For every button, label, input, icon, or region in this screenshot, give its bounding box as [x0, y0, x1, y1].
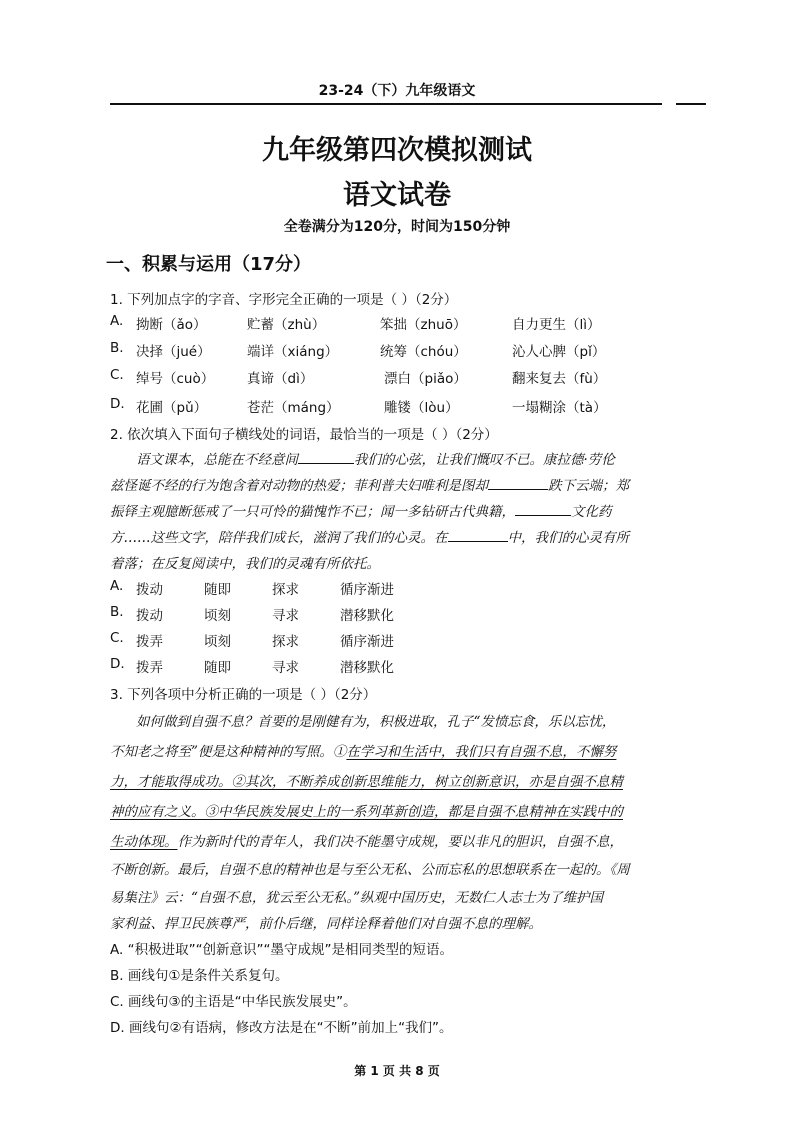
answer-blank	[515, 503, 571, 516]
option-label: B.	[110, 340, 124, 356]
option-item: 绰号（cuò）	[136, 371, 215, 387]
option-item: 顷刻	[204, 608, 231, 624]
option-item: 潜移默化	[340, 660, 394, 676]
option-item: 花圃（pǔ）	[136, 400, 208, 416]
option-item: 沁人心脾（pǐ）	[512, 344, 606, 360]
answer-blank	[488, 477, 548, 490]
q2-passage-line: 方……这些文字，陪伴我们成长，滋润了我们的心灵。在 中，我们的心灵有所	[110, 530, 629, 546]
option-item: 漂白（piǎo）	[384, 371, 467, 387]
option-item: 雕镂（lòu）	[384, 400, 459, 416]
page-number: 第 1 页 共 8 页	[354, 1064, 440, 1078]
q2-passage-line: 语文课本，总能在不经意间 我们的心弦，让我们慨叹不已。康拉德·劳伦	[136, 452, 615, 468]
option-item: 顷刻	[204, 634, 231, 650]
option-label: A.	[110, 313, 124, 329]
option-label: D.	[110, 396, 125, 412]
option-item: 苍茫（máng）	[247, 400, 340, 416]
q2-passage-line: 兹怪诞不经的行为饱含着对动物的热爱；菲利普夫妇唯利是图却 跌下云端；郑	[110, 478, 629, 494]
section-title: 一、积累与运用（17分）	[106, 254, 312, 275]
option-item: 端详（xiáng）	[247, 344, 339, 360]
option-item: 循序渐进	[340, 582, 394, 598]
q3-passage-line: 不知老之将至”便是这种精神的写照。①在学习和生活中，我们只有自强不息，不懈努	[110, 744, 617, 760]
option-item: 随即	[204, 582, 231, 598]
underlined-sentence-3: 神的应有之义。③中华民族发展史上的一系列革新创造，都是自强不息精神在实践中的	[110, 804, 623, 820]
option-item: 探求	[272, 582, 299, 598]
q2-stem: 2. 依次填入下面句子横线处的词语，最恰当的一项是（ ）（2分）	[110, 427, 498, 443]
q1-stem: 1. 下列加点字的字音、字形完全正确的一项是（ ）（2分）	[110, 292, 458, 308]
option-label: C.	[110, 367, 124, 383]
q3-passage-line: 如何做到自强不息？首要的是刚健有为，积极进取，孔子“发愤忘食，乐以忘忧，	[136, 714, 616, 730]
underlined-sentence-2: 力，才能取得成功。②其次，不断养成创新思维能力，树立创新意识，亦是自强不息精	[110, 774, 623, 790]
header-rule	[110, 103, 662, 105]
option-item: 一塌糊涂（tà）	[512, 400, 607, 416]
option-item: 笨拙（zhuō）	[380, 317, 467, 333]
option-label: B.	[110, 604, 124, 620]
option-item: 拨动	[136, 582, 163, 598]
exam-subtitle: 语文试卷	[343, 180, 451, 211]
q3-option-d: D. 画线句②有语病，修改方法是在“不断”前加上“我们”。	[110, 1020, 453, 1036]
q3-passage-line: 易集注》云：“自强不息，犹云至公无私。”纵观中国历史，无数仁人志士为了维护国	[110, 890, 604, 906]
q3-passage-line: 不断创新。最后，自强不息的精神也是与至公无私、公而忘私的思想联系在一起的。《周	[110, 862, 630, 878]
option-item: 统筹（chóu）	[380, 344, 467, 360]
answer-blank	[448, 529, 508, 542]
option-item: 拨弄	[136, 634, 163, 650]
q3-stem: 3. 下列各项中分析正确的一项是（ ）（2分）	[110, 687, 377, 703]
option-item: 拗断（ǎo）	[136, 317, 207, 333]
option-item: 拨动	[136, 608, 163, 624]
exam-title: 九年级第四次模拟测试	[262, 135, 532, 166]
option-label: C.	[110, 630, 124, 646]
option-item: 探求	[272, 634, 299, 650]
option-item: 寻求	[272, 608, 299, 624]
q3-option-c: C. 画线句③的主语是“中华民族发展史”。	[110, 994, 357, 1010]
exam-info: 全卷满分为120分，时间为150分钟	[283, 219, 511, 235]
option-item: 决择（jué）	[136, 344, 211, 360]
option-item: 潜移默化	[340, 608, 394, 624]
option-item: 贮蓄（zhù）	[247, 317, 326, 333]
answer-blank	[298, 451, 354, 464]
option-item: 拨弄	[136, 660, 163, 676]
option-item: 翻来复去（fù）	[512, 371, 607, 387]
option-item: 真谛（dì）	[247, 371, 314, 387]
q2-passage-line: 振铎主观臆断惩戒了一只可怜的猫愧怍不已；闻一多钻研古代典籍， 文化药	[110, 504, 612, 520]
option-item: 寻求	[272, 660, 299, 676]
q3-passage-line: 生动体现。作为新时代的青年人，我们决不能墨守成规，要以非凡的胆识，自强不息，	[110, 834, 623, 850]
option-item: 随即	[204, 660, 231, 676]
header-text: 23-24（下）九年级语文	[318, 83, 476, 99]
option-item: 循序渐进	[340, 634, 394, 650]
underlined-sentence-1: 在学习和生活中，我们只有自强不息，不懈努	[346, 744, 617, 760]
q3-option-a: A. “积极进取”“创新意识”“墨守成规”是相同类型的短语。	[110, 942, 454, 958]
q2-passage-line: 着落；在反复阅读中，我们的灵魂有所依托。	[110, 556, 380, 572]
option-label: A.	[110, 578, 124, 594]
option-item: 自力更生（lì）	[512, 317, 601, 333]
underlined-sentence-3-end: 生动体现。	[110, 834, 178, 850]
q3-passage-line: 家利益、捍卫民族尊严，前仆后继，同样诠释着他们对自强不息的理解。	[110, 916, 542, 932]
option-label: D.	[110, 656, 125, 672]
q3-option-b: B. 画线句①是条件关系复句。	[110, 968, 289, 984]
header-rule-tail	[676, 103, 706, 105]
